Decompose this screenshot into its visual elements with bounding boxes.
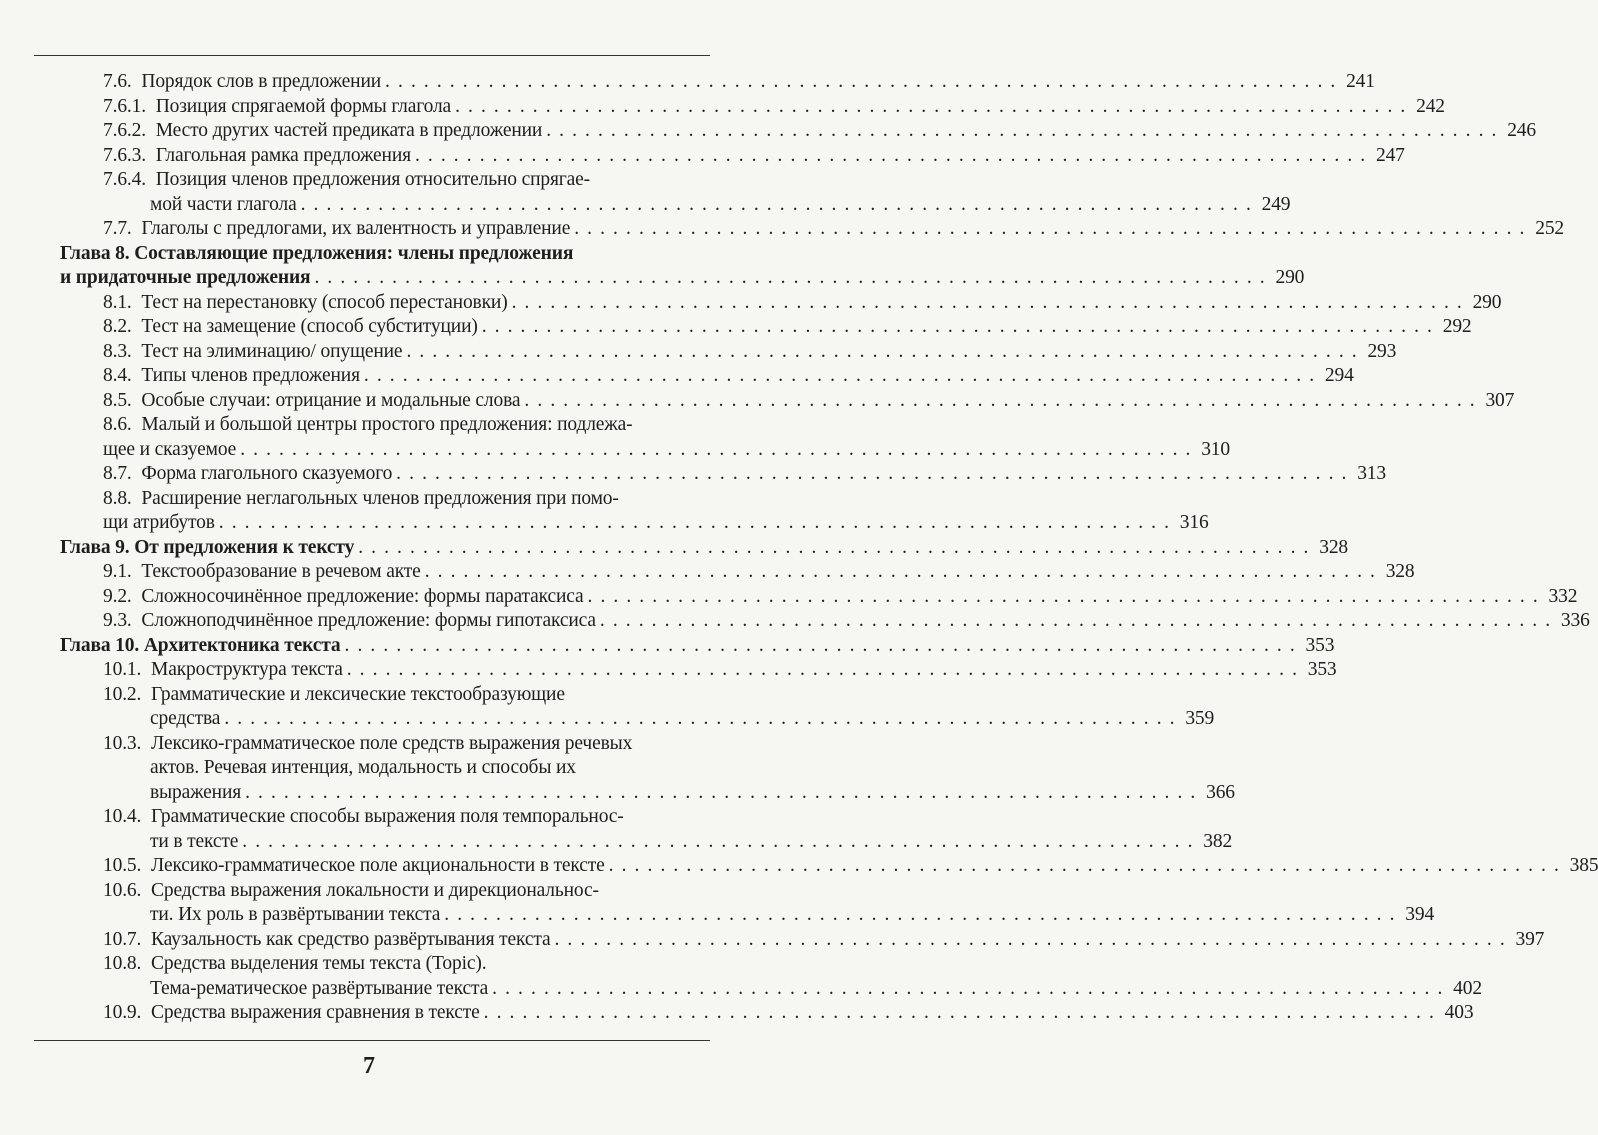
toc-entry-line (60, 242, 683, 267)
toc-page-number: 307 (1485, 389, 1515, 411)
toc-entry-line (103, 144, 1405, 169)
toc-page-number: 359 (1185, 708, 1215, 729)
toc-section-entry[interactable] (60, 364, 1354, 389)
toc-entry-line (103, 977, 1482, 1002)
toc-entry-title: ти в тексте (150, 830, 239, 852)
toc-section-entry[interactable] (60, 585, 1578, 610)
toc-entry-number: 10.9. (103, 1002, 142, 1023)
dot-leader (241, 781, 1201, 806)
toc-entry-title: Место других частей предиката в предложении (155, 120, 543, 141)
toc-entry-title: Сложноподчинённое предложение: формы гипотаксиса (141, 610, 596, 631)
toc-entry-title: Тест на замещение (способ субституции) (141, 316, 478, 337)
dot-leader (238, 830, 1198, 855)
toc-entry-line (103, 805, 683, 830)
toc-entry-title: Тест на элиминацию/ опущение (141, 340, 403, 362)
toc-page-number: 353 (1307, 659, 1337, 680)
toc-section-entry[interactable] (60, 95, 1445, 120)
toc-entry-title: щее и сказуемое (103, 438, 237, 460)
toc-page-number: 292 (1442, 316, 1472, 337)
dot-leader (411, 144, 1371, 169)
toc-page-number: 247 (1375, 144, 1405, 166)
toc-page-number: 249 (1261, 193, 1291, 215)
toc-entry-line (103, 854, 1598, 879)
toc-entry-line (103, 438, 1231, 463)
toc-section-entry[interactable] (60, 119, 1537, 144)
toc-entry-title: Тест на перестановку (способ перестановки) (141, 291, 508, 313)
dot-leader (440, 903, 1400, 928)
toc-page-number: 385 (1569, 855, 1598, 876)
dot-leader (520, 389, 1480, 414)
toc-section-entry[interactable] (60, 340, 1397, 365)
table-of-contents (60, 70, 1598, 1026)
toc-entry-title: Порядок слов в предложении (141, 71, 382, 92)
toc-entry-number: 8.5. (103, 389, 132, 411)
dot-leader (488, 977, 1448, 1002)
toc-entry-number: 8.7. (103, 463, 132, 484)
toc-entry-line (103, 95, 1445, 120)
toc-entry-line (103, 952, 683, 977)
toc-page-number: 242 (1416, 95, 1445, 117)
toc-section-entry[interactable] (60, 144, 1405, 169)
dot-leader (605, 854, 1565, 879)
toc-entry-line (103, 511, 1209, 536)
dot-leader (215, 511, 1175, 536)
toc-entry-number: 7.6.2. (103, 120, 146, 141)
toc-page-number: 241 (1346, 71, 1375, 92)
toc-entry-line (103, 340, 1397, 365)
toc-entry-line (103, 879, 683, 904)
toc-entry-number: 9.3. (103, 610, 132, 631)
dot-leader (341, 634, 1301, 659)
toc-page-number: 246 (1507, 120, 1537, 141)
toc-page-number: 402 (1453, 977, 1482, 999)
toc-entry-line (103, 168, 683, 193)
toc-entry-line (103, 217, 1565, 242)
toc-chapter-entry[interactable] (60, 242, 1305, 291)
dot-leader (392, 462, 1352, 487)
toc-entry-line (60, 536, 1349, 561)
dot-leader (360, 364, 1320, 389)
toc-entry-line (103, 903, 1435, 928)
toc-entry-number: 9.2. (103, 585, 132, 607)
toc-entry-line (103, 707, 1215, 732)
toc-entry-number: 8.8. (103, 487, 132, 509)
toc-section-entry[interactable] (60, 168, 1291, 217)
toc-section-entry[interactable] (60, 1001, 1474, 1026)
toc-chapter-entry[interactable] (60, 536, 1349, 561)
toc-entry-line (103, 830, 1233, 855)
dot-leader (550, 928, 1510, 953)
toc-entry-title: Средства выражения сравнения в тексте (151, 1002, 480, 1023)
toc-entry-title: Каузальность как средство развёртывания текста (151, 928, 551, 950)
dot-leader (354, 536, 1314, 561)
toc-section-entry[interactable] (60, 462, 1386, 487)
toc-entry-title: Позиция членов предложения относительно спрягае- (155, 169, 591, 190)
toc-section-entry[interactable] (60, 413, 1231, 462)
toc-entry-line (60, 266, 1305, 291)
toc-entry-title: выражения (150, 781, 242, 803)
toc-entry-number: 10.8. (103, 953, 142, 974)
toc-entry-title: Особые случаи: отрицание и модальные слова (141, 389, 521, 411)
toc-entry-number: 8.6. (103, 414, 132, 435)
toc-entry-title: ти. Их роль в развёртывании текста (150, 904, 441, 925)
toc-entry-title: мой части глагола (150, 193, 297, 215)
toc-page-number: 397 (1515, 928, 1545, 950)
toc-entry-number: 10.2. (103, 683, 142, 705)
toc-entry-title: Позиция спрягаемой формы глагола (155, 95, 452, 117)
toc-entry-title: Архитектоника текста (143, 634, 341, 656)
toc-entry-line (103, 609, 1590, 634)
toc-entry-title: Глагольная рамка предложения (155, 144, 411, 166)
toc-entry-line (103, 193, 1291, 218)
toc-entry-line (103, 315, 1472, 340)
toc-entry-title: средства (150, 708, 221, 729)
toc-entry-line (103, 1001, 1474, 1026)
toc-entry-number: 8.3. (103, 340, 132, 362)
toc-entry-line (103, 119, 1537, 144)
dot-leader (584, 585, 1544, 610)
dot-leader (480, 1001, 1440, 1026)
dot-leader (236, 438, 1196, 463)
toc-page-number: 353 (1305, 634, 1335, 656)
toc-section-entry[interactable] (60, 560, 1415, 585)
toc-entry-number: Глава 8. (60, 242, 130, 264)
dot-leader (381, 70, 1341, 95)
toc-entry-title: и придаточные предложения (60, 267, 311, 288)
toc-entry-title: Расширение неглагольных членов предложения при помо- (141, 487, 619, 509)
toc-entry-title: Малый и большой центры простого предложения: подлежа- (141, 414, 633, 435)
toc-section-entry[interactable] (60, 732, 1235, 806)
toc-entry-number: 7.6.1. (103, 95, 146, 117)
toc-page-number: 382 (1203, 830, 1233, 852)
toc-entry-line (103, 585, 1578, 610)
toc-entry-number: Глава 10. (60, 634, 140, 656)
toc-entry-line (103, 413, 683, 438)
dot-leader (297, 193, 1257, 218)
toc-entry-line (103, 364, 1354, 389)
toc-entry-title: Лексико-грамматическое поле средств выражения речевых (151, 732, 633, 754)
top-rule (34, 55, 710, 56)
toc-chapter-entry[interactable] (60, 634, 1335, 659)
toc-entry-title: Форма глагольного сказуемого (141, 463, 393, 484)
toc-entry-title: Средства выражения локальности и дирекциональнос- (151, 879, 599, 901)
dot-leader (451, 95, 1411, 120)
toc-entry-line (103, 487, 683, 512)
toc-entry-number: 8.2. (103, 316, 132, 337)
toc-entry-number: Глава 9. (60, 536, 130, 558)
toc-entry-number: 10.4. (103, 806, 142, 827)
toc-page-number: 328 (1385, 561, 1415, 582)
dot-leader (542, 119, 1502, 144)
toc-entry-number: 7.7. (103, 218, 132, 239)
toc-page-number: 293 (1367, 340, 1397, 362)
toc-section-entry[interactable] (60, 389, 1515, 414)
toc-section-entry[interactable] (60, 805, 1233, 854)
toc-entry-title: Тема-рематическое развёртывание текста (150, 977, 489, 999)
toc-entry-title: Макроструктура текста (151, 659, 343, 680)
toc-page-number: 290 (1472, 291, 1502, 313)
toc-entry-line (103, 683, 683, 708)
toc-entry-number: 10.5. (103, 855, 142, 876)
toc-entry-title: Глаголы с предлогами, их валентность и управление (141, 218, 571, 239)
dot-leader (421, 560, 1381, 585)
toc-entry-number: 8.4. (103, 365, 132, 386)
dot-leader (220, 707, 1180, 732)
toc-section-entry[interactable] (60, 879, 1435, 928)
dot-leader (310, 266, 1270, 291)
toc-entry-number: 10.3. (103, 732, 142, 754)
toc-section-entry[interactable] (60, 609, 1590, 634)
toc-entry-number: 10.7. (103, 928, 142, 950)
toc-entry-number: 7.6.4. (103, 169, 146, 190)
dot-leader (596, 609, 1556, 634)
toc-section-entry[interactable] (60, 487, 1209, 536)
toc-entry-line (103, 389, 1515, 414)
toc-entry-title: Типы членов предложения (141, 365, 360, 386)
toc-entry-number: 7.6. (103, 71, 132, 92)
toc-entry-line (103, 732, 683, 757)
toc-entry-title: Сложносочинённое предложение: формы паратаксиса (141, 585, 584, 607)
toc-entry-number: 8.1. (103, 291, 132, 313)
toc-section-entry[interactable] (60, 683, 1215, 732)
toc-section-entry[interactable] (60, 315, 1472, 340)
toc-page-number: 328 (1319, 536, 1349, 558)
dot-leader (570, 217, 1530, 242)
toc-entry-line (103, 70, 1375, 95)
bottom-rule (34, 1040, 710, 1041)
toc-section-entry[interactable] (60, 217, 1565, 242)
toc-entry-number: 7.6.3. (103, 144, 146, 166)
toc-page-number: 294 (1324, 365, 1354, 386)
toc-entry-title: Грамматические способы выражения поля темпоральнос- (151, 806, 624, 827)
toc-section-entry[interactable] (60, 928, 1545, 953)
toc-page-number: 366 (1206, 781, 1235, 803)
toc-page-number: 316 (1179, 512, 1209, 533)
toc-entry-title: Лексико-грамматическое поле акциональности в тексте (151, 855, 605, 876)
toc-page-number: 332 (1548, 585, 1578, 607)
toc-entry-line (103, 928, 1545, 953)
toc-page-number: 394 (1405, 904, 1435, 925)
toc-section-entry[interactable] (60, 952, 1482, 1001)
dot-leader (478, 315, 1438, 340)
toc-entry-title: Грамматические и лексические текстообразующие (151, 683, 565, 705)
toc-entry-line (103, 560, 1415, 585)
toc-page-number: 403 (1444, 1002, 1474, 1023)
toc-entry-title: Текстообразование в речевом акте (141, 561, 421, 582)
toc-entry-line (103, 658, 1337, 683)
toc-page-number: 313 (1357, 463, 1386, 484)
toc-entry-title: Средства выделения темы текста (Topic). (151, 953, 487, 974)
page-number: 7 (363, 1053, 375, 1079)
dot-leader (402, 340, 1362, 365)
toc-entry-line (103, 756, 683, 781)
toc-entry-title: Составляющие предложения: члены предложения (134, 242, 574, 264)
toc-page-number: 290 (1275, 267, 1305, 288)
toc-entry-title: актов. Речевая интенция, модальность и способы их (150, 757, 576, 778)
toc-page-number: 336 (1560, 610, 1590, 631)
toc-entry-number: 10.6. (103, 879, 142, 901)
toc-page-number: 310 (1201, 438, 1231, 460)
toc-section-entry[interactable] (60, 854, 1598, 879)
toc-page-number: 252 (1535, 218, 1565, 239)
toc-section-entry[interactable] (60, 658, 1337, 683)
dot-leader (343, 658, 1303, 683)
toc-entry-line (103, 781, 1235, 806)
toc-section-entry[interactable] (60, 291, 1502, 316)
toc-entry-number: 9.1. (103, 561, 132, 582)
toc-entry-line (103, 462, 1386, 487)
toc-entry-number: 10.1. (103, 659, 142, 680)
toc-entry-title: От предложения к тексту (134, 536, 355, 558)
dot-leader (508, 291, 1468, 316)
toc-entry-line (60, 634, 1335, 659)
toc-section-entry[interactable] (60, 70, 1375, 95)
toc-entry-line (103, 291, 1502, 316)
toc-entry-title: щи атрибутов (103, 512, 215, 533)
